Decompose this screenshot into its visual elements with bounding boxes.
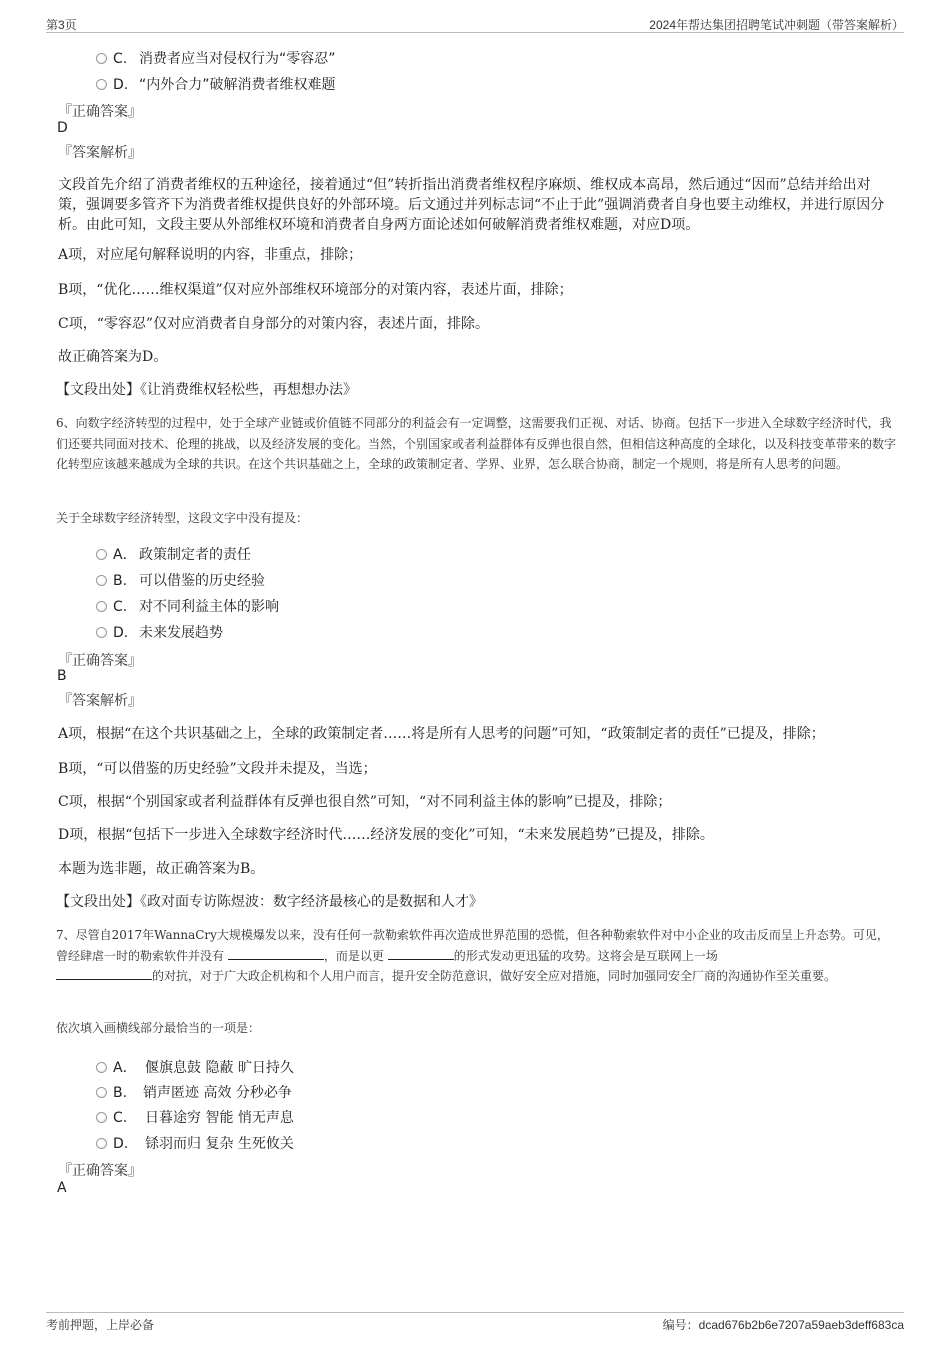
q7-option-b[interactable]: B. 销声匿迹 高效 分秒必争 [96, 1082, 292, 1102]
question-6-prompt: 关于全球数字经济转型，这段文字中没有提及： [56, 511, 309, 525]
page-footer [46, 1312, 904, 1333]
radio-icon[interactable] [96, 1087, 107, 1098]
q7-option-c[interactable]: C. 日暮途穷 智能 悄无声息 [96, 1107, 294, 1127]
correct-answer: A [57, 1180, 67, 1196]
radio-icon[interactable] [96, 79, 107, 90]
source-citation: 【文段出处】《政对面专访陈煜波：数字经济最核心的是数据和人才》 [56, 894, 483, 910]
q6-option-a[interactable]: A． 政策制定者的责任 [96, 544, 251, 564]
document-id: 编号：dcad676b2b6e7207a59aeb3deff683ca [662, 1318, 904, 1332]
footer-slogan: 考前押题，上岸必备 [46, 1318, 155, 1332]
correct-answer-label: 『正确答案』 [58, 653, 142, 669]
document-title: 2024年帮达集团招聘笔试冲刺题（带答案解析） [649, 18, 904, 32]
radio-icon[interactable] [96, 53, 107, 64]
correct-answer: B [57, 668, 67, 684]
question-7-stem: 7、尽管自2017年WannaCry大规模爆发以来，没有任何一款勒索软件再次造成世界范围的恐慌，但各种勒索软件对中小企业的攻击反而呈上升态势。可见，曾经肆虐一时的勒索软件并没有 ，而是以更 的形式发动更迅猛的攻势。这将会是互联网上一场 的对抗，对于广大政企机构和个人用户而言，提升安全防范意识，做好安全应对措施，同时加强同安全厂商的沟通协作至关重要。 [56, 928, 889, 983]
analysis-label: 『答案解析』 [58, 145, 142, 161]
q6-option-b[interactable]: B. 可以借鉴的历史经验 [96, 570, 265, 590]
conclusion-line: 本题为选非题，故正确答案为B。 [58, 861, 265, 877]
radio-icon[interactable] [96, 1062, 107, 1073]
analysis-paragraph: 文段首先介绍了消费者维权的五种途径，接着通过“但”转折指出消费者维权程序麻烦、维权成本高昂，然后通过“因而”总结并给出对策，强调要多管齐下为消费者维权提供良好的外部环境。后文通过并列标志词“不止于此”强调消费者自身也要主动维权，并进行原因分析。由此可知，文段主要从外部维权环境和消费者自身两方面论述如何破解消费者维权难题，对应D项。 [58, 177, 885, 233]
analysis-line: A项，对应尾句解释说明的内容，非重点，排除； [58, 247, 363, 263]
q7-option-a[interactable]: A． 偃旗息鼓 隐蔽 旷日持久 [96, 1057, 294, 1077]
q6-option-d[interactable]: D. 未来发展趋势 [96, 622, 223, 642]
question-6-stem: 6、向数字经济转型的过程中，处于全球产业链或价值链不同部分的利益会有一定调整，这需要我们正视、对话、协商。包括下一步进入全球数字经济时代，我们还要共同面对技术、伦理的挑战，以及经济发展的变化。当然，个别国家或者利益群体有反弹也很自然，但相信这种高度的全球化，以及科技变革带来的数字化转型应该越来越成为全球的共识。在这个共识基础之上，全球的政策制定者、学界、业界，怎么联合协商，制定一个规则，将是所有人思考的问题。 [56, 416, 897, 471]
analysis-line: C项，根据“个别国家或者利益群体有反弹也很自然”可知，“对不同利益主体的影响”已提及，排除； [58, 794, 672, 810]
radio-icon[interactable] [96, 627, 107, 638]
correct-answer-label: 『正确答案』 [58, 1163, 142, 1179]
radio-icon[interactable] [96, 549, 107, 560]
analysis-line: D项，根据“包括下一步进入全球数字经济时代……经济发展的变化”可知，“未来发展趋势”已提及，排除。 [58, 827, 714, 843]
page-number: 第3页 [46, 18, 77, 32]
radio-icon[interactable] [96, 601, 107, 612]
question-7-prompt: 依次填入画横线部分最恰当的一项是： [56, 1021, 261, 1035]
q5-option-d[interactable]: D. “内外合力”破解消费者维权难题 [96, 74, 336, 94]
q7-option-d[interactable]: D. 铩羽而归 复杂 生死攸关 [96, 1133, 294, 1153]
radio-icon[interactable] [96, 1112, 107, 1123]
fill-blank-3 [56, 967, 152, 980]
radio-icon[interactable] [96, 1138, 107, 1149]
analysis-line: B项，“优化……维权渠道”仅对应外部维权环境部分的对策内容，表述片面，排除； [58, 282, 573, 298]
conclusion-line: 故正确答案为D。 [58, 349, 168, 365]
page-header [46, 14, 904, 33]
source-citation: 【文段出处】《让消费维权轻松些，再想想办法》 [56, 382, 357, 398]
analysis-line: C项，“零容忍”仅对应消费者自身部分的对策内容，表述片面，排除。 [58, 316, 490, 332]
radio-icon[interactable] [96, 575, 107, 586]
q6-option-c[interactable]: C. 对不同利益主体的影响 [96, 596, 279, 616]
analysis-label: 『答案解析』 [58, 693, 142, 709]
fill-blank-2 [388, 947, 454, 960]
q5-option-c[interactable]: C. 消费者应当对侵权行为“零容忍” [96, 48, 336, 68]
analysis-line: B项，“可以借鉴的历史经验”文段并未提及，当选； [58, 761, 377, 777]
analysis-line: A项，根据“在这个共识基础之上，全球的政策制定者……将是所有人思考的问题”可知，“政策制定者的责任”已提及，排除； [58, 726, 825, 742]
correct-answer-label: 『正确答案』 [58, 104, 142, 120]
fill-blank-1 [228, 947, 324, 960]
correct-answer: D [57, 120, 68, 136]
